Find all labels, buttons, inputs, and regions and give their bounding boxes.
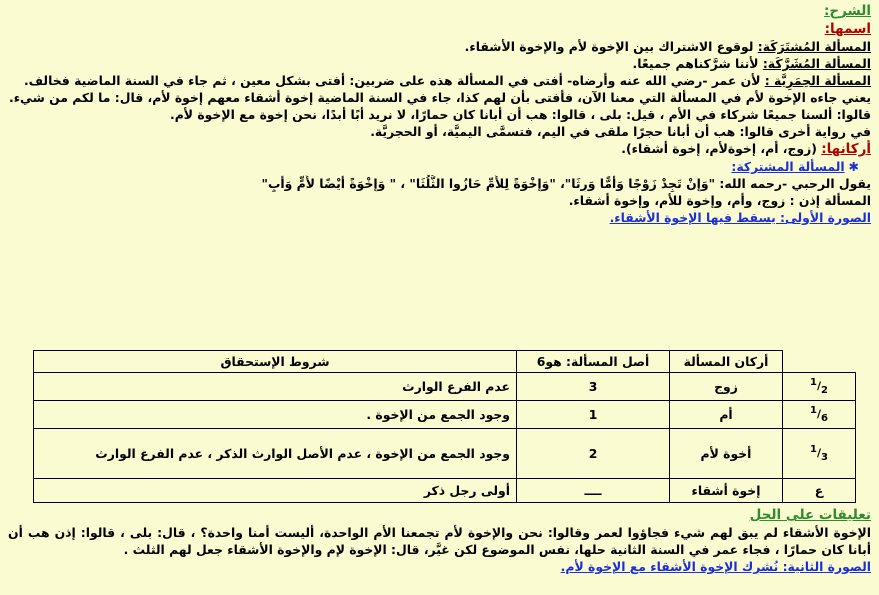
name-line-1	[8, 38, 871, 55]
inheritance-table	[33, 350, 856, 503]
name-line-3	[8, 72, 871, 89]
share-cell: 3	[517, 373, 670, 401]
form1-heading: الصورة الأولى: يسقط فيها الإخوة الأشقاء.	[609, 210, 871, 225]
explanation-title: الشرح:	[824, 3, 871, 19]
table-header-conditions: شروط الإستحقاق	[34, 351, 517, 373]
heir-cell: إخوة أشقاء	[670, 478, 783, 502]
table-header-blank	[783, 351, 856, 373]
heir-cell: أم	[670, 400, 783, 428]
shared-heading: المسألة المشتركة:	[731, 159, 845, 174]
heir-cell: أخوة لأم	[670, 428, 783, 478]
paragraph-3: في رواية أخرى قالوا: هب أن أبانا حجرًا ملقى في اليم، فتسمَّى اليميَّة، أو الحجريَّة.	[370, 124, 871, 139]
comments-section	[8, 506, 871, 575]
fraction-cell: $^1/_2$	[783, 373, 856, 401]
name-label-2: المسألة المُشَرَّكَة:	[762, 56, 871, 71]
asterisk-icon: ✱	[848, 159, 859, 174]
shared-heading-line	[8, 158, 871, 175]
table-row	[34, 428, 856, 478]
comments-paragraph: الإخوة الأشقاء لم يبق لهم شيء فجاؤوا لعمر وقالوا: نحن والإخوة لأم تجمعنا الأم الواحدة، أليست أمنا واحدة؟ ، قال: بلى ، قالوا: إذن هب أن أبانا كان حمارًا ، فجاء عمر في السنة الثانية حلها، نفس الموضوع لكن غيَّر، قال: الإخوة لإم والإخوة الأشقاء جعل لهم الثلث .	[8, 525, 871, 557]
names-title: اسمها:	[824, 21, 871, 37]
name-label-3: المسألة الحِمَرِيَّة :	[764, 73, 871, 88]
share-cell: 2	[517, 428, 670, 478]
comments-title: تعليقات على الحل	[749, 507, 871, 523]
paragraph-2: قالوا: ألسنا جميعًا شركاء في الأم ، قيل: بلى ، قالوا: هب أن أبانا كان حمارًا، لا نريد أبًا أبدًا، نحن إخوة مع الإخوة لأم.	[170, 107, 871, 122]
name-text-2: لأننا شرَّكناهم جميعًا.	[632, 56, 763, 71]
condition-cell: أولى رجل ذكر	[34, 478, 517, 502]
heir-cell: زوج	[670, 373, 783, 401]
condition-cell: وجود الجمع من الإخوة .	[34, 400, 517, 428]
fraction-cell: $^1/_3$	[783, 428, 856, 478]
paragraph-1: يعني جاءه الإخوة لأم في المسألة التي معنا الآن، فأفتى بأن لهم كذا، جاء في السنة الماضية إخوة أشقاء معهم إخوة لأم، قال: ما لكم من شيء.	[9, 90, 871, 105]
name-line-2	[8, 55, 871, 72]
table-row	[34, 478, 856, 502]
table-row	[34, 400, 856, 428]
pillars-line	[8, 140, 871, 158]
condition-cell: عدم الفرع الوارث	[34, 373, 517, 401]
verse-line: يقول الرحبي -رحمه الله: "وَإِنْ تَجِدْ زَوْجًا وَأُمًّا وَرِثَا"، "وَإِخْوَةً لِلأُمِّ حَازُوا الثُّلُثَا" ، " وَإِخْوَةً أَيْضًا لأُمٍّ وَأَبٍ"	[261, 176, 871, 191]
issue-line: المسألة إذن : زوج، وأم، وإخوة للأم، وإخوة أشقاء.	[568, 193, 871, 208]
name-text-3: لأن عمر -رضي الله عنه وأرضاه- أفتى في المسألة هذه على ضربين: أفتى بشكل معين ، ثم جاء في السنة الماضية فخالف.	[23, 73, 765, 88]
pillars-label: أركانها:	[821, 141, 871, 157]
form2-heading: الصورة الثانية: نُشرِك الإخوة الأشقاء مع الإخوة لأم.	[560, 559, 871, 574]
table-header-pillars: أركان المسألة	[670, 351, 783, 373]
condition-cell: وجود الجمع من الإخوة ، عدم الأصل الوارث الذكر ، عدم الفرع الوارث	[34, 428, 517, 478]
share-cell: ــــ	[517, 478, 670, 502]
name-text-1: لوقوع الاشتراك بين الإخوة لأم والإخوة الأشقاء.	[464, 39, 758, 54]
share-cell: 1	[517, 400, 670, 428]
table-row	[34, 373, 856, 401]
fraction-cell: ع	[783, 478, 856, 502]
fraction-cell: $^1/_6$	[783, 400, 856, 428]
name-label-1: المسألة المُشتَرَكَة:	[757, 39, 871, 54]
table-header-origin: أصل المسألة: هو6	[517, 351, 670, 373]
table-header-row	[34, 351, 856, 373]
pillars-text: (زوج، أم، إخوةلأم، إخوة أشقاء).	[621, 141, 822, 156]
